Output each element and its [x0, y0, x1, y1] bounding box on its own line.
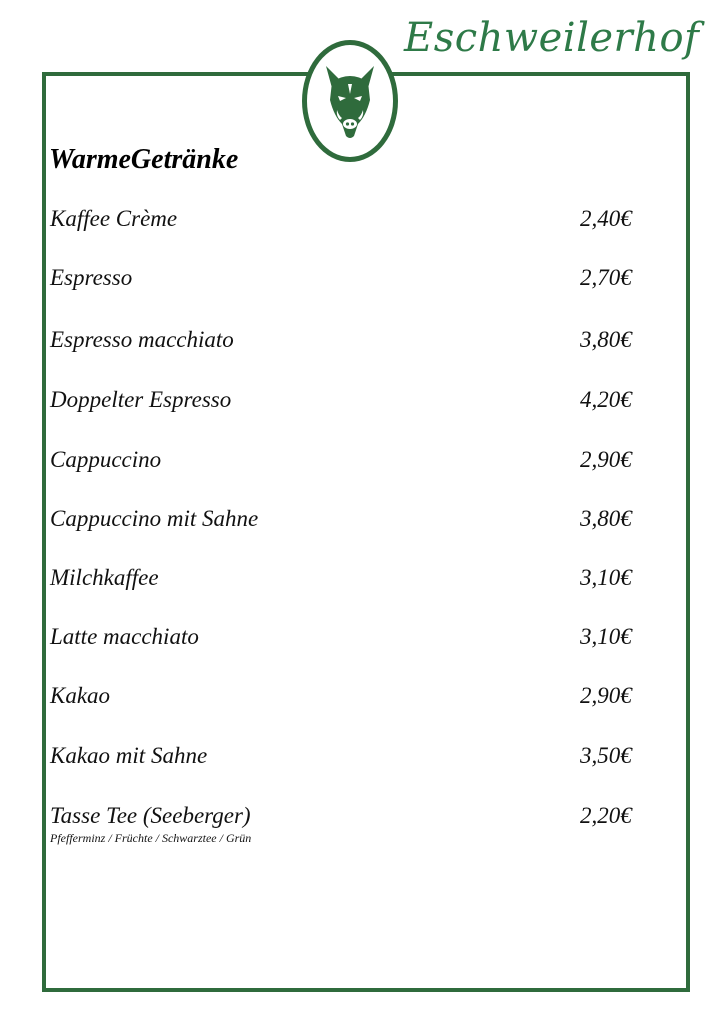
menu-item — [50, 206, 650, 246]
item-name: Kaffee Crème — [50, 206, 178, 231]
menu-item — [50, 506, 650, 546]
item-price: 3,10€ — [580, 565, 632, 590]
item-price: 2,90€ — [580, 447, 632, 472]
item-name: Latte macchiato — [50, 624, 199, 649]
menu-item — [50, 327, 650, 367]
logo-emblem — [302, 40, 398, 162]
item-name: Tasse Tee (Seeberger) — [50, 803, 251, 828]
item-price: 2,90€ — [580, 683, 632, 708]
item-price: 3,80€ — [580, 327, 632, 352]
menu-item — [50, 743, 650, 783]
item-price: 3,80€ — [580, 506, 632, 531]
item-price: 4,20€ — [580, 387, 632, 412]
item-price: 2,40€ — [580, 206, 632, 231]
brand-name: Eschweilerhof — [404, 15, 700, 61]
item-name: Espresso macchiato — [50, 327, 234, 352]
item-name: Cappuccino — [50, 447, 162, 472]
item-price: 3,50€ — [580, 743, 632, 768]
menu-item — [50, 565, 650, 605]
section-title: WarmeGetränke — [49, 144, 239, 175]
item-name: Kakao — [50, 683, 111, 708]
menu-item — [50, 387, 650, 427]
boar-head-icon — [320, 60, 380, 142]
item-price: 2,20€ — [580, 803, 632, 828]
item-name: Espresso — [50, 265, 133, 290]
menu-item — [50, 683, 650, 723]
menu-item — [50, 803, 650, 843]
item-note: Pfefferminz / Früchte / Schwarztee / Grün — [50, 831, 252, 845]
menu-item — [50, 447, 650, 487]
menu-item — [50, 265, 650, 305]
item-name: Doppelter Espresso — [50, 387, 232, 412]
item-price: 3,10€ — [580, 624, 632, 649]
menu-item — [50, 624, 650, 664]
item-price: 2,70€ — [580, 265, 632, 290]
item-name: Cappuccino mit Sahne — [50, 506, 259, 531]
item-name: Kakao mit Sahne — [50, 743, 208, 768]
item-name: Milchkaffee — [50, 565, 159, 590]
